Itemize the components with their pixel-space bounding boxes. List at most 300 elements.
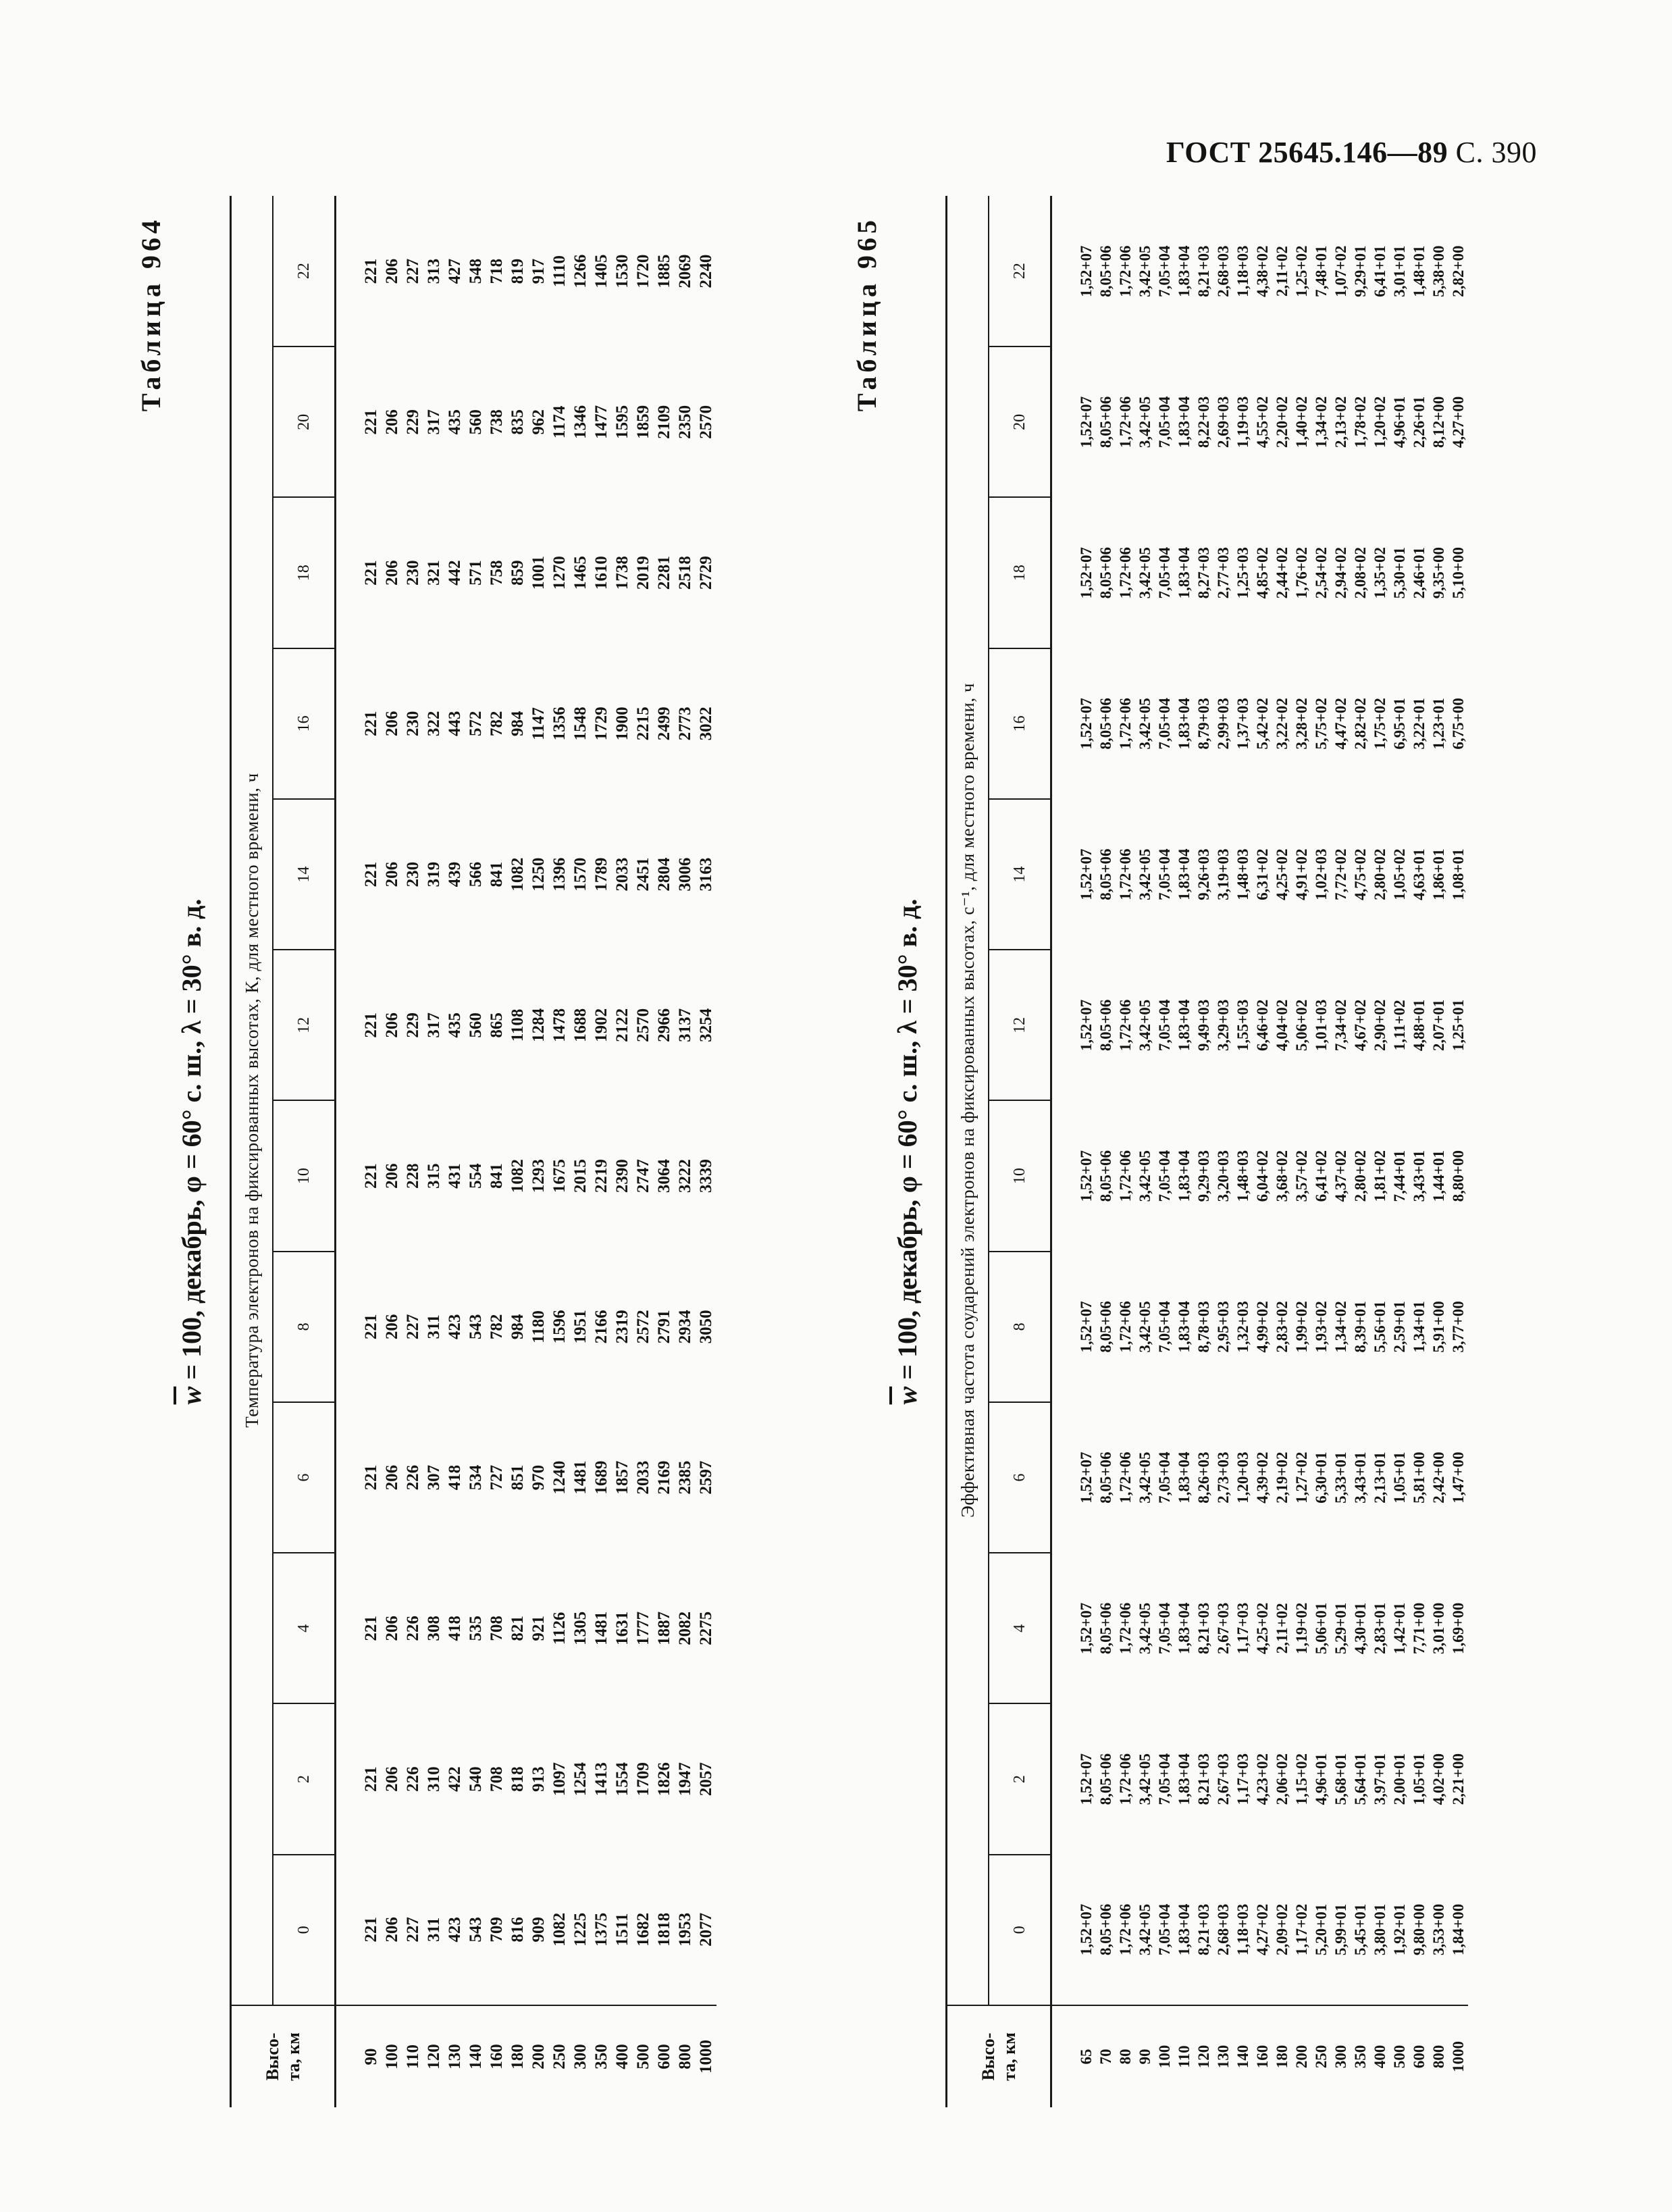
table-cell: 1,86+01 (1430, 848, 1447, 900)
table-cell: 2572 (634, 1310, 652, 1344)
table-cell: 2,26+01 (1411, 396, 1428, 448)
table-cell: 227 (404, 1917, 422, 1943)
table-cell: 313 (425, 258, 443, 284)
table-cell: 206 (383, 711, 401, 737)
table-cell: 2,59+01 (1391, 1301, 1408, 1353)
table-cell: 8,80+00 (1450, 1150, 1467, 1202)
table-cell: 572 (467, 711, 485, 737)
table-cell: 2,77+03 (1215, 546, 1232, 599)
table-cell: 5,56+01 (1371, 1301, 1388, 1353)
table-cell: 206 (383, 1314, 401, 1340)
table-cell: 2015 (571, 1159, 590, 1193)
table-cell: 4,63+01 (1411, 848, 1428, 900)
table-cell: 1,72+06 (1117, 1451, 1134, 1503)
table-cell: 1548 (571, 706, 590, 741)
table-cell: 2,68+03 (1215, 1903, 1232, 1956)
table-cell: 4,02+00 (1430, 1753, 1447, 1805)
table-cell: 962 (529, 409, 548, 435)
table-cell: 1729 (592, 706, 610, 741)
table-cell: 1570 (571, 857, 590, 892)
table-cell: 418 (446, 1464, 464, 1491)
table-cell: 1777 (634, 1611, 652, 1645)
table-cell: 2281 (655, 556, 673, 590)
hours-row (273, 196, 336, 2107)
hour-header-12: 12 (273, 950, 336, 1100)
altitude-value: 500 (634, 2044, 652, 2069)
table-cell: 1902 (592, 1008, 610, 1042)
table-cell: 1,19+02 (1293, 1602, 1310, 1655)
table-cell: 7,71+00 (1411, 1602, 1428, 1655)
hour-header-12: 12 (989, 950, 1051, 1100)
table-cell: 1,69+00 (1450, 1602, 1467, 1655)
table-964-frame (135, 196, 804, 2107)
table-cell: 8,05+06 (1097, 245, 1114, 297)
table-cell: 3,42+05 (1137, 1451, 1153, 1503)
table-cell: 2,69+03 (1215, 396, 1232, 448)
table-cell: 5,45+01 (1352, 1903, 1369, 1956)
hour-column-22 (1051, 196, 1469, 346)
table-cell: 2966 (655, 1008, 673, 1042)
table-cell: 1530 (613, 254, 631, 288)
table-cell: 2570 (697, 405, 715, 439)
table-cell: 1900 (613, 706, 631, 741)
standard-number: ГОСТ 25645.146—89 (1166, 136, 1448, 169)
table-cell: 1,72+06 (1117, 848, 1134, 900)
table-cell: 1631 (613, 1611, 631, 1645)
hour-column-14 (336, 799, 717, 950)
table-cell: 9,26+03 (1195, 848, 1212, 900)
table-cell: 4,25+02 (1274, 848, 1290, 900)
table-cell: 3022 (697, 706, 715, 741)
table-cell: 8,05+06 (1097, 1753, 1114, 1805)
altitude-column (336, 2005, 717, 2107)
table-cell: 418 (446, 1616, 464, 1641)
table-cell: 2,00+01 (1391, 1753, 1408, 1805)
table-cell: 1,01+03 (1313, 999, 1330, 1052)
hour-header-20: 20 (273, 346, 336, 497)
table-cell: 206 (383, 560, 401, 586)
hour-column-2 (336, 1704, 717, 1855)
table-cell: 4,04+02 (1274, 999, 1290, 1052)
table-cell: 4,85+02 (1254, 546, 1271, 599)
table-cell: 3163 (697, 857, 715, 892)
table-cell: 7,48+01 (1313, 245, 1330, 297)
table-cell: 821 (508, 1616, 527, 1641)
table-cell: 221 (362, 1163, 380, 1189)
table-cell: 4,91+02 (1293, 848, 1310, 900)
table-cell: 5,99+01 (1332, 1903, 1349, 1956)
table-cell: 1953 (676, 1912, 694, 1947)
table-cell: 1254 (571, 1762, 590, 1797)
table-cell: 1,72+06 (1117, 1903, 1134, 1956)
table-cell: 2,90+02 (1371, 999, 1388, 1052)
table-cell: 3,19+03 (1215, 848, 1232, 900)
table-cell: 319 (425, 861, 443, 888)
table-cell: 1682 (634, 1912, 652, 1947)
table-cell: 221 (362, 1917, 380, 1943)
table-cell: 9,49+03 (1195, 999, 1212, 1052)
table-cell: 3050 (697, 1310, 715, 1344)
table-cell: 1405 (592, 254, 610, 288)
altitude-value: 140 (1234, 2044, 1251, 2069)
table-cell: 1,52+07 (1078, 1903, 1095, 1956)
altitude-value: 1000 (697, 2040, 715, 2074)
table-cell: 4,37+02 (1332, 1150, 1349, 1202)
table-cell: 422 (446, 1766, 464, 1792)
table-cell: 2109 (655, 405, 673, 439)
table-cell: 8,21+03 (1195, 245, 1212, 297)
table-cell: 865 (488, 1012, 506, 1038)
page-header (1166, 135, 1537, 170)
table-cell: 7,05+04 (1156, 1903, 1173, 1956)
table-cell: 3,01+01 (1391, 245, 1408, 297)
table-cell: 1947 (676, 1762, 694, 1797)
table-cell: 2,67+03 (1215, 1753, 1232, 1805)
table-cell: 1,34+01 (1411, 1301, 1428, 1353)
table-title (891, 196, 923, 2107)
table-cell: 1375 (592, 1912, 610, 1947)
table-cell: 2,13+01 (1371, 1451, 1388, 1503)
table-cell: 6,95+01 (1391, 698, 1408, 750)
hour-column-6 (336, 1402, 717, 1553)
table-cell: 423 (446, 1314, 464, 1340)
table-cell: 2,83+02 (1274, 1301, 1290, 1353)
table-cell: 2,82+00 (1450, 245, 1467, 297)
table-cell: 2518 (676, 556, 694, 590)
altitude-value: 1000 (1450, 2041, 1467, 2072)
table-cell: 2791 (655, 1310, 673, 1344)
values-row (1051, 196, 1469, 2107)
table-cell: 1082 (508, 1159, 527, 1193)
table-cell: 1,52+07 (1078, 546, 1095, 599)
table-cell: 6,31+02 (1254, 848, 1271, 900)
table-cell: 1,32+03 (1234, 1301, 1251, 1353)
table-cell: 2,09+02 (1274, 1903, 1290, 1956)
altitude-value: 80 (1117, 2049, 1134, 2065)
table-cell: 970 (529, 1464, 548, 1491)
hour-column-14 (1051, 799, 1469, 950)
hour-header-14: 14 (273, 799, 336, 950)
table-cell: 1,72+06 (1117, 698, 1134, 750)
table-cell: 1,47+00 (1450, 1451, 1467, 1503)
table-cell: 6,41+01 (1371, 245, 1388, 297)
title-w-symbol: $\overline{w}$ (892, 1386, 922, 1405)
table-cell: 1,27+02 (1293, 1451, 1310, 1503)
table-cell: 7,05+04 (1156, 1301, 1173, 1353)
table-cell: 5,10+00 (1450, 546, 1467, 599)
table-cell: 2,82+02 (1352, 698, 1369, 750)
table-cell: 5,06+02 (1293, 999, 1310, 1052)
table-cell: 8,26+03 (1195, 1451, 1212, 1503)
table-cell: 8,39+01 (1352, 1301, 1369, 1353)
table-cell: 1789 (592, 857, 610, 892)
table-cell: 2,46+01 (1411, 546, 1428, 599)
table-cell: 816 (508, 1917, 527, 1943)
table-cell: 1818 (655, 1912, 673, 1947)
altitude-value: 130 (1215, 2044, 1232, 2069)
altitude-value: 110 (1176, 2045, 1193, 2068)
table-cell: 1,05+01 (1411, 1753, 1428, 1805)
hour-column-10 (1051, 1101, 1469, 1252)
table-cell: 3,77+00 (1450, 1301, 1467, 1353)
table-cell: 2219 (592, 1159, 610, 1193)
altitude-value: 600 (1411, 2044, 1428, 2069)
table-cell: 7,05+04 (1156, 245, 1173, 297)
altitude-value: 90 (1137, 2049, 1153, 2065)
table-title (176, 196, 207, 2107)
table-cell: 1,93+02 (1313, 1301, 1330, 1353)
table-cell: 1396 (550, 857, 569, 892)
header-row (231, 196, 273, 2107)
table-cell: 1826 (655, 1762, 673, 1797)
table-cell: 8,78+03 (1195, 1301, 1212, 1353)
hour-column-20 (336, 346, 717, 497)
table-cell: 2169 (655, 1460, 673, 1495)
altitude-value: 110 (404, 2044, 422, 2069)
hour-column-0 (336, 1855, 717, 2005)
table-cell: 3,29+03 (1215, 999, 1232, 1052)
table-cell: 221 (362, 711, 380, 737)
hour-column-4 (336, 1553, 717, 1703)
table-cell: 6,04+02 (1254, 1150, 1271, 1202)
table-cell: 8,05+06 (1097, 1602, 1114, 1655)
table-cell: 1270 (550, 556, 569, 590)
table-cell: 1,52+07 (1078, 698, 1095, 750)
table-cell: 221 (362, 1464, 380, 1491)
table-cell: 758 (488, 560, 506, 586)
table-cell: 8,21+03 (1195, 1602, 1212, 1655)
table-cell: 1,34+02 (1332, 1301, 1349, 1353)
table-cell: 7,05+04 (1156, 848, 1173, 900)
hour-column-8 (336, 1252, 717, 1402)
table-cell: 3137 (676, 1008, 694, 1042)
table-cell: 230 (404, 711, 422, 737)
table-cell: 3,43+01 (1411, 1150, 1428, 1202)
table-cell: 1,19+03 (1234, 396, 1251, 448)
altitude-value: 400 (613, 2044, 631, 2069)
table-cell: 1,52+07 (1078, 1301, 1095, 1353)
table-cell: 311 (425, 1917, 443, 1942)
table-cell: 7,05+04 (1156, 1451, 1173, 1503)
table-cell: 1,72+06 (1117, 1753, 1134, 1805)
table-cell: 5,81+00 (1411, 1451, 1428, 1503)
table-cell: 1250 (529, 857, 548, 892)
table-cell: 8,12+00 (1430, 396, 1447, 448)
table-cell: 221 (362, 1766, 380, 1792)
table-cell: 554 (467, 1163, 485, 1189)
altitude-value: 160 (1254, 2044, 1271, 2069)
table-number: Таблица 964 (136, 216, 166, 412)
table-cell: 2451 (634, 857, 652, 892)
table-cell: 5,64+01 (1352, 1753, 1369, 1805)
table-cell: 228 (404, 1163, 422, 1189)
table-cell: 1,83+04 (1176, 1602, 1193, 1655)
table-cell: 2,42+00 (1430, 1451, 1447, 1503)
table-cell: 7,05+04 (1156, 999, 1173, 1052)
table-cell: 1413 (592, 1762, 610, 1797)
table-cell: 227 (404, 258, 422, 284)
table-cell: 2033 (634, 1460, 652, 1495)
table-cell: 1,72+06 (1117, 1150, 1134, 1202)
table-cell: 221 (362, 560, 380, 586)
table-cell: 9,35+00 (1430, 546, 1447, 599)
table-cell: 2057 (697, 1762, 715, 1797)
table-cell: 3,20+03 (1215, 1150, 1232, 1202)
table-cell: 2069 (676, 254, 694, 288)
table-cell: 1,20+03 (1234, 1451, 1251, 1503)
table-cell: 1,23+01 (1430, 698, 1447, 750)
table-cell: 1,48+03 (1234, 1150, 1251, 1202)
hour-column-18 (336, 498, 717, 648)
table-cell: 3,22+02 (1274, 698, 1290, 750)
table-cell: 431 (446, 1163, 464, 1189)
table-cell: 560 (467, 409, 485, 435)
table-cell: 1,17+03 (1234, 1602, 1251, 1655)
table-cell: 1305 (571, 1611, 590, 1645)
table-cell: 1,84+00 (1450, 1903, 1467, 1956)
table-cell: 5,91+00 (1430, 1301, 1447, 1353)
table-cell: 2,11+02 (1274, 246, 1290, 297)
table-cell: 7,05+04 (1156, 698, 1173, 750)
hour-column-16 (1051, 648, 1469, 799)
table-cell: 230 (404, 861, 422, 888)
table-cell: 1465 (571, 556, 590, 590)
table-cell: 206 (383, 1163, 401, 1189)
table-cell: 2166 (592, 1310, 610, 1344)
table-cell: 8,05+06 (1097, 1150, 1114, 1202)
hour-header-2: 2 (989, 1704, 1051, 1855)
table-cell: 1,83+04 (1176, 1753, 1193, 1805)
data-table (230, 196, 716, 2107)
table-cell: 8,22+03 (1195, 396, 1212, 448)
table-cell: 2,54+02 (1313, 546, 1330, 599)
table-cell: 206 (383, 1012, 401, 1038)
table-cell: 4,39+02 (1254, 1451, 1271, 1503)
hour-column-2 (1051, 1704, 1469, 1855)
table-cell: 307 (425, 1464, 443, 1491)
altitude-value: 300 (1332, 2044, 1349, 2069)
table-cell: 221 (362, 1616, 380, 1641)
table-cell: 2,80+02 (1352, 1150, 1369, 1202)
table-cell: 1,83+04 (1176, 396, 1193, 448)
table-cell: 206 (383, 258, 401, 284)
table-cell: 1,40+02 (1293, 396, 1310, 448)
table-cell: 1,02+03 (1313, 848, 1330, 900)
table-cell: 7,72+02 (1332, 848, 1349, 900)
table-cell: 1511 (613, 1913, 631, 1947)
table-cell: 2597 (697, 1460, 715, 1495)
table-cell: 738 (488, 409, 506, 435)
table-cell: 8,21+03 (1195, 1903, 1212, 1956)
table-cell: 1481 (592, 1611, 610, 1645)
table-cell: 3,97+01 (1371, 1753, 1388, 1805)
table-cell: 818 (508, 1766, 527, 1792)
table-cell: 8,05+06 (1097, 698, 1114, 750)
altitude-column-header: Высо- та, км (231, 2005, 336, 2107)
altitude-value: 200 (529, 2044, 548, 2069)
table-cell: 1284 (529, 1008, 548, 1042)
table-cell: 1,37+03 (1234, 698, 1251, 750)
table-cell: 1,78+02 (1352, 396, 1369, 448)
altitude-value: 100 (1156, 2044, 1173, 2069)
table-cell: 2019 (634, 556, 652, 590)
table-cell: 2,95+03 (1215, 1301, 1232, 1353)
altitude-value: 120 (1195, 2044, 1212, 2069)
altitude-value: 120 (425, 2044, 443, 2069)
table-cell: 534 (467, 1464, 485, 1491)
altitude-value: 800 (676, 2044, 694, 2069)
table-cell: 206 (383, 409, 401, 435)
altitude-value: 180 (508, 2044, 527, 2069)
table-cell: 7,05+04 (1156, 1150, 1173, 1202)
table-cell: 4,88+01 (1411, 999, 1428, 1052)
table-cell: 2499 (655, 706, 673, 741)
altitude-value: 800 (1430, 2044, 1447, 2069)
table-cell: 8,79+03 (1195, 698, 1212, 750)
table-cell: 1,11+02 (1391, 1000, 1408, 1051)
table-cell: 206 (383, 1464, 401, 1491)
table-cell: 2,99+03 (1215, 698, 1232, 750)
table-cell: 984 (508, 1314, 527, 1340)
table-cell: 782 (488, 711, 506, 737)
hour-column-22 (336, 196, 717, 346)
hours-row (989, 196, 1051, 2107)
table-cell: 543 (467, 1314, 485, 1340)
table-cell: 2,44+02 (1274, 546, 1290, 599)
table-cell: 718 (488, 258, 506, 284)
table-cell: 5,33+01 (1332, 1451, 1349, 1503)
table-cell: 5,42+02 (1254, 698, 1271, 750)
table-cell: 1,34+02 (1313, 396, 1330, 448)
altitude-value: 250 (550, 2044, 569, 2069)
table-cell: 1,42+01 (1391, 1602, 1408, 1655)
table-cell: 1478 (550, 1008, 569, 1042)
altitude-value: 180 (1274, 2044, 1290, 2069)
altitude-column-header: Высо- та, км (947, 2005, 1051, 2107)
table-cell: 1610 (592, 556, 610, 590)
table-cell: 1,52+07 (1078, 1753, 1095, 1805)
table-cell: 566 (467, 861, 485, 888)
table-cell: 835 (508, 409, 527, 435)
table-cell: 1738 (613, 556, 631, 590)
table-cell: 8,05+06 (1097, 546, 1114, 599)
table-cell: 540 (467, 1766, 485, 1792)
hour-column-12 (336, 950, 717, 1100)
table-cell: 2773 (676, 706, 694, 741)
table-cell: 2,13+02 (1332, 396, 1349, 448)
hour-header-20: 20 (989, 346, 1051, 497)
hour-header-0: 0 (273, 1855, 336, 2005)
table-cell: 6,30+01 (1313, 1451, 1330, 1503)
table-cell: 8,05+06 (1097, 1301, 1114, 1353)
table-cell: 2934 (676, 1310, 694, 1344)
table-cell: 1595 (613, 405, 631, 439)
altitude-value: 250 (1313, 2044, 1330, 2069)
page-number: С. 390 (1455, 136, 1537, 169)
table-cell: 7,05+04 (1156, 1602, 1173, 1655)
table-cell: 6,75+00 (1450, 698, 1467, 750)
table-cell: 3,42+05 (1137, 396, 1153, 448)
table-cell: 3222 (676, 1159, 694, 1193)
table-cell: 1,52+07 (1078, 848, 1095, 900)
table-cell: 3,53+00 (1430, 1903, 1447, 1956)
table-cell: 5,29+01 (1332, 1602, 1349, 1655)
hour-header-8: 8 (989, 1252, 1051, 1402)
table-cell: 1,52+07 (1078, 1451, 1095, 1503)
table-cell: 427 (446, 258, 464, 284)
table-cell: 560 (467, 1012, 485, 1038)
hour-column-12 (1051, 950, 1469, 1100)
